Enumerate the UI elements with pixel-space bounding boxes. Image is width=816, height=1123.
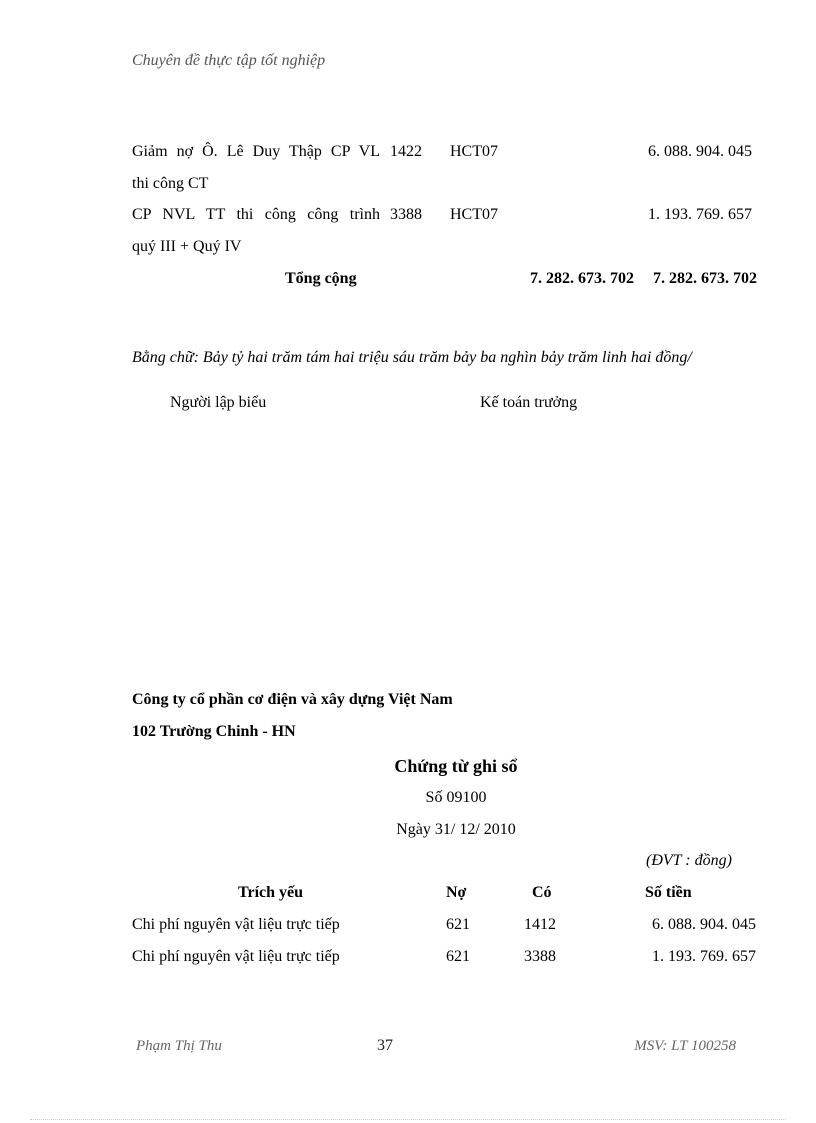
- row-description-line1: Giảm nợ Ô. Lê Duy Thập CP VL: [132, 143, 380, 160]
- signature-chief-accountant: Kế toán trưởng: [480, 394, 578, 411]
- row-code: HCT07: [450, 206, 498, 223]
- row-summary: Chi phí nguyên vật liệu trực tiếp: [132, 916, 340, 933]
- column-header-amount: Số tiền: [645, 884, 692, 901]
- footer-student-id: MSV: LT 100258: [634, 1038, 736, 1054]
- row-account: 3388: [390, 206, 422, 223]
- row-amount: 6. 088. 904. 045: [648, 143, 752, 160]
- signature-preparer: Người lập biểu: [170, 394, 267, 411]
- column-header-credit: Có: [532, 884, 552, 901]
- voucher-number: Số 09100: [425, 789, 487, 806]
- total-label: Tổng cộng: [285, 270, 357, 287]
- footer-author: Phạm Thị Thu: [136, 1038, 222, 1054]
- total-debit: 7. 282. 673. 702: [530, 270, 634, 287]
- row-credit: 1412: [524, 916, 556, 933]
- row-debit: 621: [446, 916, 470, 933]
- row-summary: Chi phí nguyên vật liệu trực tiếp: [132, 948, 340, 965]
- page-number: 37: [377, 1037, 393, 1054]
- column-header-debit: Nợ: [446, 884, 467, 901]
- row-code: HCT07: [450, 143, 498, 160]
- row-debit: 621: [446, 948, 470, 965]
- running-header: Chuyên đề thực tập tốt nghiệp: [132, 52, 326, 69]
- row-description-line1: CP NVL TT thi công công trình: [132, 206, 380, 223]
- company-name: Công ty cổ phần cơ điện và xây dựng Việt Nam: [132, 691, 453, 708]
- company-address: 102 Trường Chinh - HN: [132, 723, 296, 740]
- total-credit: 7. 282. 673. 702: [653, 270, 757, 287]
- row-amount: 1. 193. 769. 657: [652, 948, 756, 965]
- row-amount: 6. 088. 904. 045: [652, 916, 756, 933]
- voucher-date: Ngày 31/ 12/ 2010: [396, 821, 516, 838]
- unit-label: (ĐVT : đồng): [646, 852, 732, 869]
- row-description-line2: thi công CT: [132, 175, 209, 192]
- row-description-line2: quý III + Quý IV: [132, 238, 242, 255]
- page-edge-divider: [30, 1119, 786, 1120]
- voucher-title: Chứng từ ghi sổ: [394, 756, 518, 776]
- amount-in-words: Bằng chữ: Bảy tỷ hai trăm tám hai triệu sáu trăm bảy ba nghìn bảy trăm linh hai đồng/: [132, 349, 692, 366]
- row-account: 1422: [390, 143, 422, 160]
- column-header-summary: Trích yếu: [238, 884, 304, 901]
- row-amount: 1. 193. 769. 657: [648, 206, 752, 223]
- row-credit: 3388: [524, 948, 556, 965]
